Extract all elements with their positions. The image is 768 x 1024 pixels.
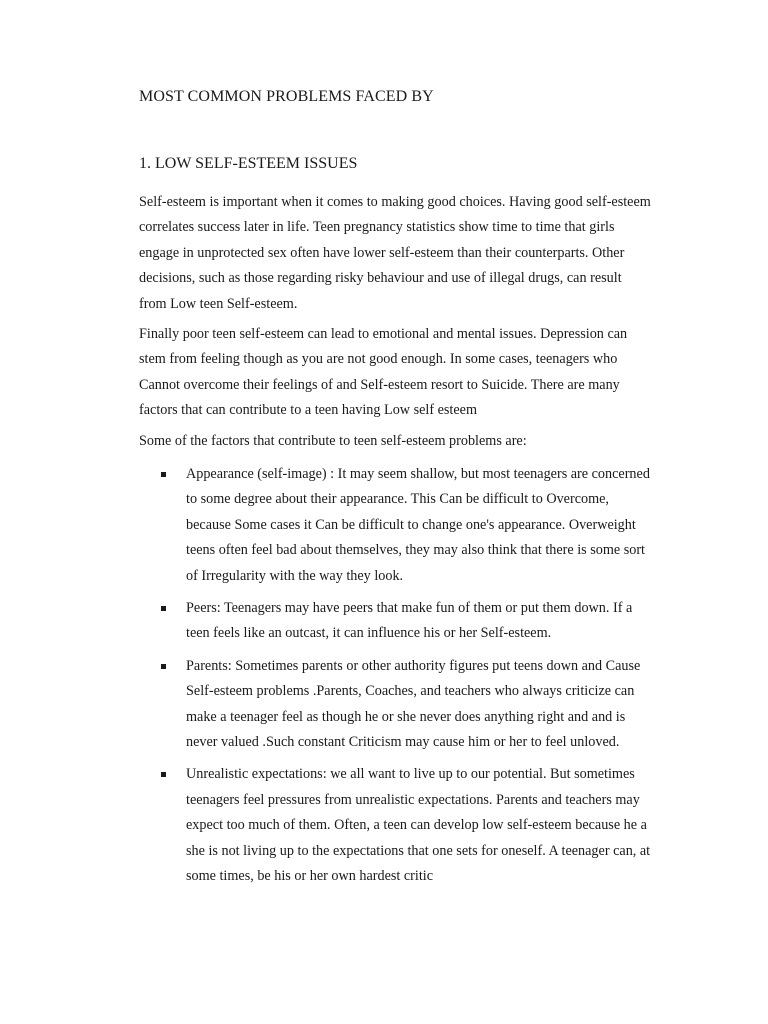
square-bullet-icon	[161, 772, 166, 777]
section-heading: 1. LOW SELF-ESTEEM ISSUES	[139, 155, 358, 172]
list-item	[139, 596, 651, 647]
paragraph: Self-esteem is important when it comes to making good choices. Having good self-esteem correlates success later in life. Teen pregnancy statistics show time to time that girls engage in unprotected sex often have lower self-esteem than their counterparts. Other decisions, such as those regarding risky behaviour and use of illegal drugs, can result from Low teen Self-esteem.	[139, 194, 651, 312]
list-item-text: Appearance (self-image) : It may seem shallow, but most teenagers are concerned to some degree about their appearance. This Can be difficult to Overcome, because Some cases it Can be difficult to change one's appearance. Overweight teens often feel bad about themselves, they may also think that there is some sort of Irregularity with the way they look.	[186, 466, 650, 584]
square-bullet-icon	[161, 664, 166, 669]
list-item	[139, 462, 651, 589]
list-item-text: Unrealistic expectations: we all want to live up to our potential. But sometimes teenagers feel pressures from unrealistic expectations. Parents and teachers may expect too much of them. Often, a teen can develop low self-esteem because he a she is not living up to the expectations that one sets for oneself. A teenager can, at some times, be his or her own hardest critic	[186, 766, 651, 885]
document-title: MOST COMMON PROBLEMS FACED BY	[139, 88, 434, 105]
factors-list	[139, 462, 651, 897]
paragraph: Some of the factors that contribute to teen self-esteem problems are:	[139, 433, 527, 449]
paragraph: Finally poor teen self-esteem can lead to emotional and mental issues. Depression can stem from feeling though as you are not good enough. In some cases, teenagers who Cannot overcome their feelings of and Self-esteem resort to Suicide. There are many factors that can contribute to a teen having Low self esteem	[139, 326, 628, 419]
square-bullet-icon	[161, 606, 166, 611]
list-item-text: Peers: Teenagers may have peers that make fun of them or put them down. If a teen feels like an outcast, it can influence his or her Self-esteem.	[186, 600, 633, 642]
list-item	[139, 762, 651, 889]
square-bullet-icon	[161, 472, 166, 477]
list-item	[139, 654, 651, 756]
list-item-text: Parents: Sometimes parents or other authority figures put teens down and Cause Self-esteem problems .Parents, Coaches, and teachers who always criticize can make a teenager feel as though he or she never does anything right and and is never valued .Such constant Criticism may cause him or her to feel unloved.	[186, 657, 641, 751]
